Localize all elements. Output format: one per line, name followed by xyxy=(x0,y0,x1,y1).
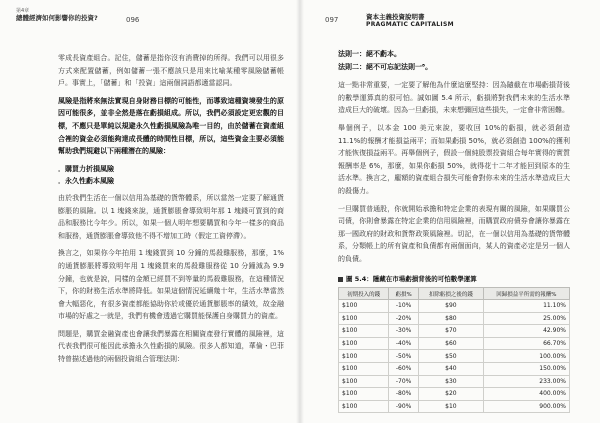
paragraph: 換言之，如果你今年拍用 1 塊錢買到 10 分鐘的馬殺雞服務，那麼，1%的通貨膨脹將導致明年用 1 塊錢買來的馬殺雞服務從 10 分鐘減為 9.9 分鐘，也就是說，同樣的金額已經買不到等量的馬殺雞服務，在這種情況下，你的財務生活水準將降低。如果這個情況延續幾十年，生活水準當然會大幅惡化，有很多資產都能協助你於或優於通貨膨脹率的績效，故金融市場的好處之一就是，我們有機會透過它購買能保護自身購買力的資產。 xyxy=(58,249,284,321)
table-cell: 150.00% xyxy=(483,362,569,375)
table-cell: 25.00% xyxy=(483,312,569,325)
paragraph: 零成長資產組合。記住，儲蓄是指你沒有消費掉的所得。我們可以用很多方式來配置儲蓄，例如儲蓄一張不應該只是用來比喻某種零風險儲蓄帳戶。事實上，「儲蓄」和「投資」這兩個詞語都適當認同。 xyxy=(58,54,284,88)
table-cell: 42.90% xyxy=(483,325,569,338)
list-item: ．永久性虧本風險 xyxy=(58,177,114,186)
table-cell: $100 xyxy=(339,375,389,388)
table-caption xyxy=(338,274,477,283)
table-cell: $70 xyxy=(418,325,483,338)
right-body xyxy=(338,48,570,271)
paragraph: 由於我們生活在一個以信用為基礎的貨幣體系，所以當然一定要了解通貨膨脹的風險。以 1 塊錢來說，通貨膨脹會導致明年那 1 塊錢可買到的商品和服務比今年少。所以，如果一個人明年想要購買和今年一樣多的商品和服務，通貨膨脹會導致他不得不增加工時（假定工資停滯）。 xyxy=(58,193,284,240)
column-header: 扣除虧損之後的錢 xyxy=(418,288,483,300)
paragraph: 一旦購買普通股，你就開始承擔和特定企業的表現有關的風險，如果購買公司債，你則會暴露在特定企業的信用風險裡，而購買政府債券會讓你暴露在那一國政府的財政和貨幣政策風險裡。切記，在一個以信用為基礎的貨幣體系，分類帳上的所有資產和負債都有兩個面向，某人的資產必定是另一個人的負債。 xyxy=(338,204,570,263)
table-cell: -90% xyxy=(389,400,419,413)
table-cell: 11.10% xyxy=(483,300,569,313)
book-title: 資本主義投資說明書 xyxy=(366,13,425,21)
table-cell: $20 xyxy=(418,388,483,401)
column-header: 回歸損益平所需的報酬% xyxy=(483,288,569,300)
table-cell: 233.00% xyxy=(483,375,569,388)
rule-two xyxy=(338,61,570,74)
right-page-number: 097 xyxy=(325,16,339,24)
table-cell: $100 xyxy=(339,300,389,313)
table-cell: $100 xyxy=(339,350,389,363)
table-cell: $100 xyxy=(339,325,389,338)
rule-two-text: 法則二：絕不可忘記法則一 xyxy=(338,62,422,71)
table-cell: 100.00% xyxy=(483,350,569,363)
table-row xyxy=(339,350,570,363)
table-cell: 900.00% xyxy=(483,400,569,413)
table-cell: $10 xyxy=(418,400,483,413)
table-cell: $100 xyxy=(339,388,389,401)
rule-two-footnote: ⁸。 xyxy=(422,62,433,71)
table-cell: $90 xyxy=(418,300,483,313)
table-row xyxy=(339,388,570,401)
column-header: 初期投入的錢 xyxy=(339,288,389,300)
left-page-number: 096 xyxy=(126,16,140,24)
table-cell: $80 xyxy=(418,312,483,325)
caption-square-icon xyxy=(338,277,343,282)
table-cell: -50% xyxy=(389,350,419,363)
table-cell: $100 xyxy=(339,400,389,413)
list-item: ．購買力折損風險 xyxy=(58,164,114,173)
left-body xyxy=(58,52,284,371)
chapter-label: 第4章 xyxy=(16,8,30,14)
left-running-header xyxy=(16,8,98,22)
table-cell: -60% xyxy=(389,362,419,375)
key-paragraph: 風險是指將來無法實現自身財務目標的可能性，而導致這種資境發生的原因可能很多，並非全然是落在虧損組成。所以，我們必須設定更宏觀的目標，不應只是單純以規避永久性虧損風險為唯一目的，由於儲蓄在資產組合裡的資金必須能夠達成長體的時間性目標，所以，這些資金主要必須能幫助我們規避以下兩種潛在的風險： xyxy=(58,96,284,156)
table-cell: -80% xyxy=(389,388,419,401)
table-cell: $50 xyxy=(418,350,483,363)
table-cell: $60 xyxy=(418,337,483,350)
table-row xyxy=(339,325,570,338)
column-header: 虧損% xyxy=(389,288,419,300)
table-cell: $30 xyxy=(418,375,483,388)
risk-list xyxy=(58,163,284,188)
table-cell: 66.70% xyxy=(483,337,569,350)
table-row xyxy=(339,375,570,388)
table-cell: $100 xyxy=(339,312,389,325)
table-row xyxy=(339,312,570,325)
table-row xyxy=(339,400,570,413)
table-cell: $40 xyxy=(418,362,483,375)
table-cell: $100 xyxy=(339,337,389,350)
table-header-row xyxy=(339,288,570,300)
book-gutter xyxy=(296,0,304,423)
table-cell: 400.00% xyxy=(483,388,569,401)
rule-one: 法則一：絕不虧本。 xyxy=(338,50,401,58)
paragraph: 舉個例子，以本金 100 美元來說，要收回 10%的虧損，就必須創造 11.1%的報酬才能損益兩平；而如果虧損 50%，就必須創造 100%的獲利才能恢復損益兩平。再舉個例子，假設一個純股票投資組合每年實得的實質報酬率是 6%，那麼，如果你虧損 50%，就得花十二年才能回到原本的生活水準。換言之，龐額的資產組合損失可能會對你未來的生活水準造成巨大的殺傷力。 xyxy=(338,123,570,195)
right-running-header xyxy=(366,12,454,28)
table-cell: -40% xyxy=(389,337,419,350)
table-cell: -70% xyxy=(389,375,419,388)
chapter-title: 總體經濟如何影響你的投資? xyxy=(16,14,98,22)
loss-recovery-table xyxy=(338,287,570,413)
table-caption-text: 圖 5.4：隱藏在市場虧損背後的可怕數學運算 xyxy=(346,275,477,283)
table-cell: -20% xyxy=(389,312,419,325)
table-row xyxy=(339,362,570,375)
table-cell: -10% xyxy=(389,300,419,313)
paragraph: 這一點非常重要，一定要了解他為什麼這麼堅持：因為隨截在市場虧損背後的數學運算真的很可怕。誠如圖 5.4 所示，虧損將對我們未來的生活水準造成巨大的破壞。因為一旦虧損，未來想彌回這些損失，一定會非常困難。 xyxy=(338,81,570,115)
book-english-title: PRAGMATIC CAPITALISM xyxy=(366,21,454,28)
paragraph: 問題是，購買金融資產也會讓我們暴露在相關資產發行實體的風險裡，這代表我們很可能因此承擔永久性虧損的風險。很多人都知道，華倫・巴菲特曾描述過他的兩個投資組合管理法則： xyxy=(58,329,284,364)
table-row xyxy=(339,337,570,350)
table-cell: -30% xyxy=(389,325,419,338)
table-row xyxy=(339,300,570,313)
table-cell: $100 xyxy=(339,362,389,375)
